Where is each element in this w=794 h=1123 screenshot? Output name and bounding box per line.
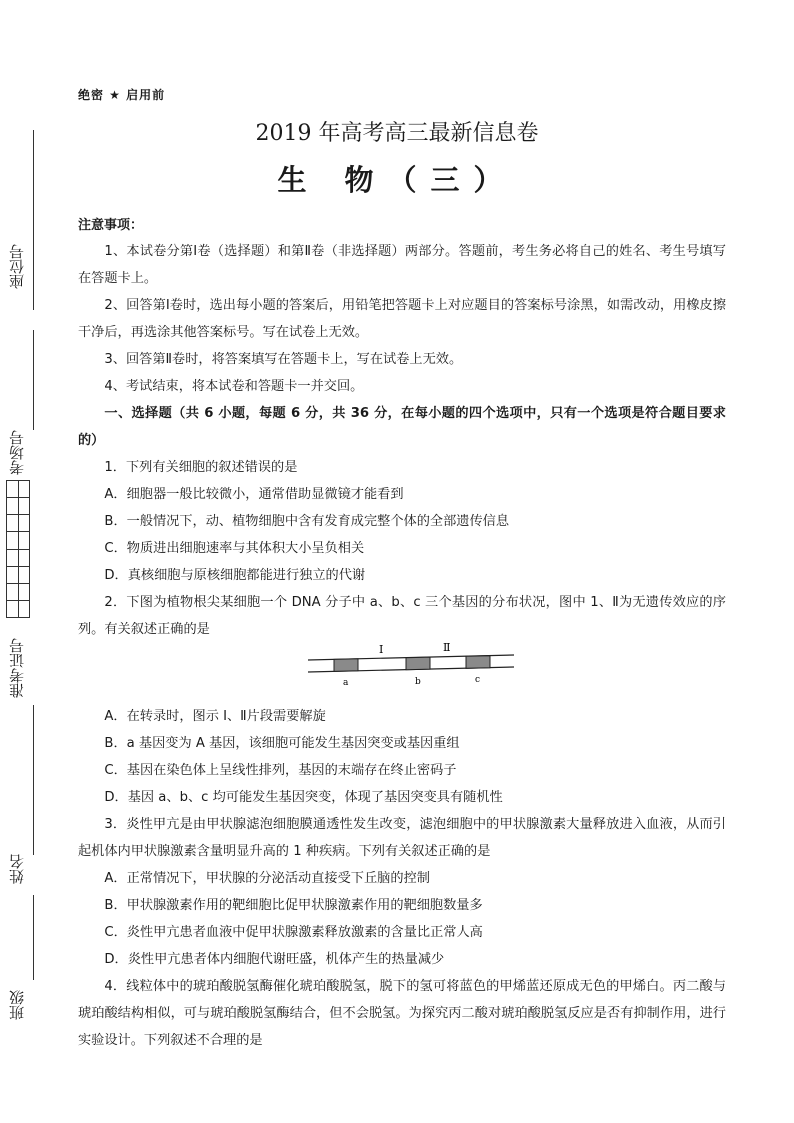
- question-option: C．炎性甲亢患者血液中促甲状腺激素释放激素的含量比正常人高: [104, 925, 483, 940]
- question-option: D．基因 a、b、c 均可能发生基因突变，体现了基因突变具有随机性: [104, 790, 503, 805]
- dna-diagram: [78, 643, 726, 703]
- gene-c-segment: [466, 656, 490, 669]
- exam-room-label: 考场号: [8, 430, 26, 475]
- margin-line: [33, 705, 34, 855]
- dna-diagram-svg: [306, 643, 516, 703]
- question-option: A．正常情况下，甲状腺的分泌活动直接受下丘脑的控制: [104, 871, 430, 886]
- class-label: 班级: [8, 990, 26, 1020]
- question-stem: 2．下图为植物根尖某细胞一个 DNA 分子中 a、b、c 三个基因的分布状况，图中 1、Ⅱ为无遗传效应的序列。有关叙述正确的是: [78, 595, 726, 637]
- segment-label-1: Ⅰ: [379, 643, 384, 656]
- question-option: D．炎性甲亢患者体内细胞代谢旺盛，机体产生的热量减少: [104, 952, 445, 967]
- question-option: C．基因在染色体上呈线性排列，基因的末端存在终止密码子: [104, 763, 457, 778]
- name-label: 姓名: [8, 854, 26, 884]
- confidential-mark: 绝密 ★ 启用前: [78, 88, 166, 102]
- ticket-number-grid: [6, 480, 30, 618]
- question-option: A．细胞器一般比较微小，通常借助显微镜才能看到: [104, 487, 404, 502]
- question-option: C．物质进出细胞速率与其体积大小呈负相关: [104, 541, 365, 556]
- exam-title: 2019 年高考高三最新信息卷: [255, 121, 539, 146]
- notes-heading: 注意事项：: [78, 218, 144, 233]
- seat-number-label: 座位号: [8, 244, 26, 289]
- note-item: 4、考试结束，将本试卷和答题卡一并交回。: [104, 379, 364, 394]
- question-stem: 4．线粒体中的琥珀酸脱氢酶催化琥珀酸脱氢，脱下的氢可将蓝色的甲烯蓝还原成无色的甲烯白。丙二酸与琥珀酸结构相似，可与琥珀酸脱氢酶结合，但不会脱氢。为探究丙二酸对琥珀酸脱氢反应是否有抑制作用，进行实验设计。下列叙述不合理的是: [78, 979, 726, 1048]
- question-option: D．真核细胞与原核细胞都能进行独立的代谢: [104, 568, 366, 583]
- gene-label-a: a: [343, 678, 349, 688]
- note-item: 1、本试卷分第Ⅰ卷（选择题）和第Ⅱ卷（非选择题）两部分。答题前，考生务必将自己的姓名、考生号填写在答题卡上。: [78, 244, 726, 286]
- gene-a-segment: [334, 659, 358, 672]
- section-heading: 一、选择题（共 6 小题，每题 6 分，共 36 分，在每小题的四个选项中，只有一个选项是符合题目要求的）: [78, 406, 726, 448]
- question-option: A．在转录时，图示 I、Ⅱ片段需要解旋: [104, 709, 326, 724]
- question-stem: 1．下列有关细胞的叙述错误的是: [104, 460, 298, 475]
- question-stem: 3．炎性甲亢是由甲状腺滤泡细胞膜通透性发生改变，滤泡细胞中的甲状腺激素大量释放进入血液，从而引起机体内甲状腺激素含量明显升高的 1 种疾病。下列有关叙述正确的是: [78, 817, 726, 859]
- subject-title: 生 物（三）: [277, 163, 517, 197]
- exam-body: [78, 238, 726, 1054]
- ticket-number-label: 准考证号: [8, 638, 26, 698]
- gene-b-segment: [406, 657, 430, 670]
- gene-label-c: c: [475, 675, 481, 685]
- margin-line: [33, 130, 34, 310]
- margin-line: [33, 330, 34, 430]
- margin-line: [33, 895, 34, 980]
- note-item: 3、回答第Ⅱ卷时，将答案填写在答题卡上，写在试卷上无效。: [104, 352, 463, 367]
- note-item: 2、回答第Ⅰ卷时，选出每小题的答案后，用铅笔把答题卡上对应题目的答案标号涂黑，如需改动，用橡皮擦干净后，再选涂其他答案标号。写在试卷上无效。: [78, 298, 726, 340]
- segment-label-2: Ⅱ: [443, 643, 451, 654]
- gene-label-b: b: [415, 677, 421, 687]
- question-option: B．a 基因变为 A 基因，该细胞可能发生基因突变或基因重组: [104, 736, 460, 751]
- question-option: B．甲状腺激素作用的靶细胞比促甲状腺激素作用的靶细胞数量多: [104, 898, 483, 913]
- question-option: B．一般情况下，动、植物细胞中含有发育成完整个体的全部遗传信息: [104, 514, 510, 529]
